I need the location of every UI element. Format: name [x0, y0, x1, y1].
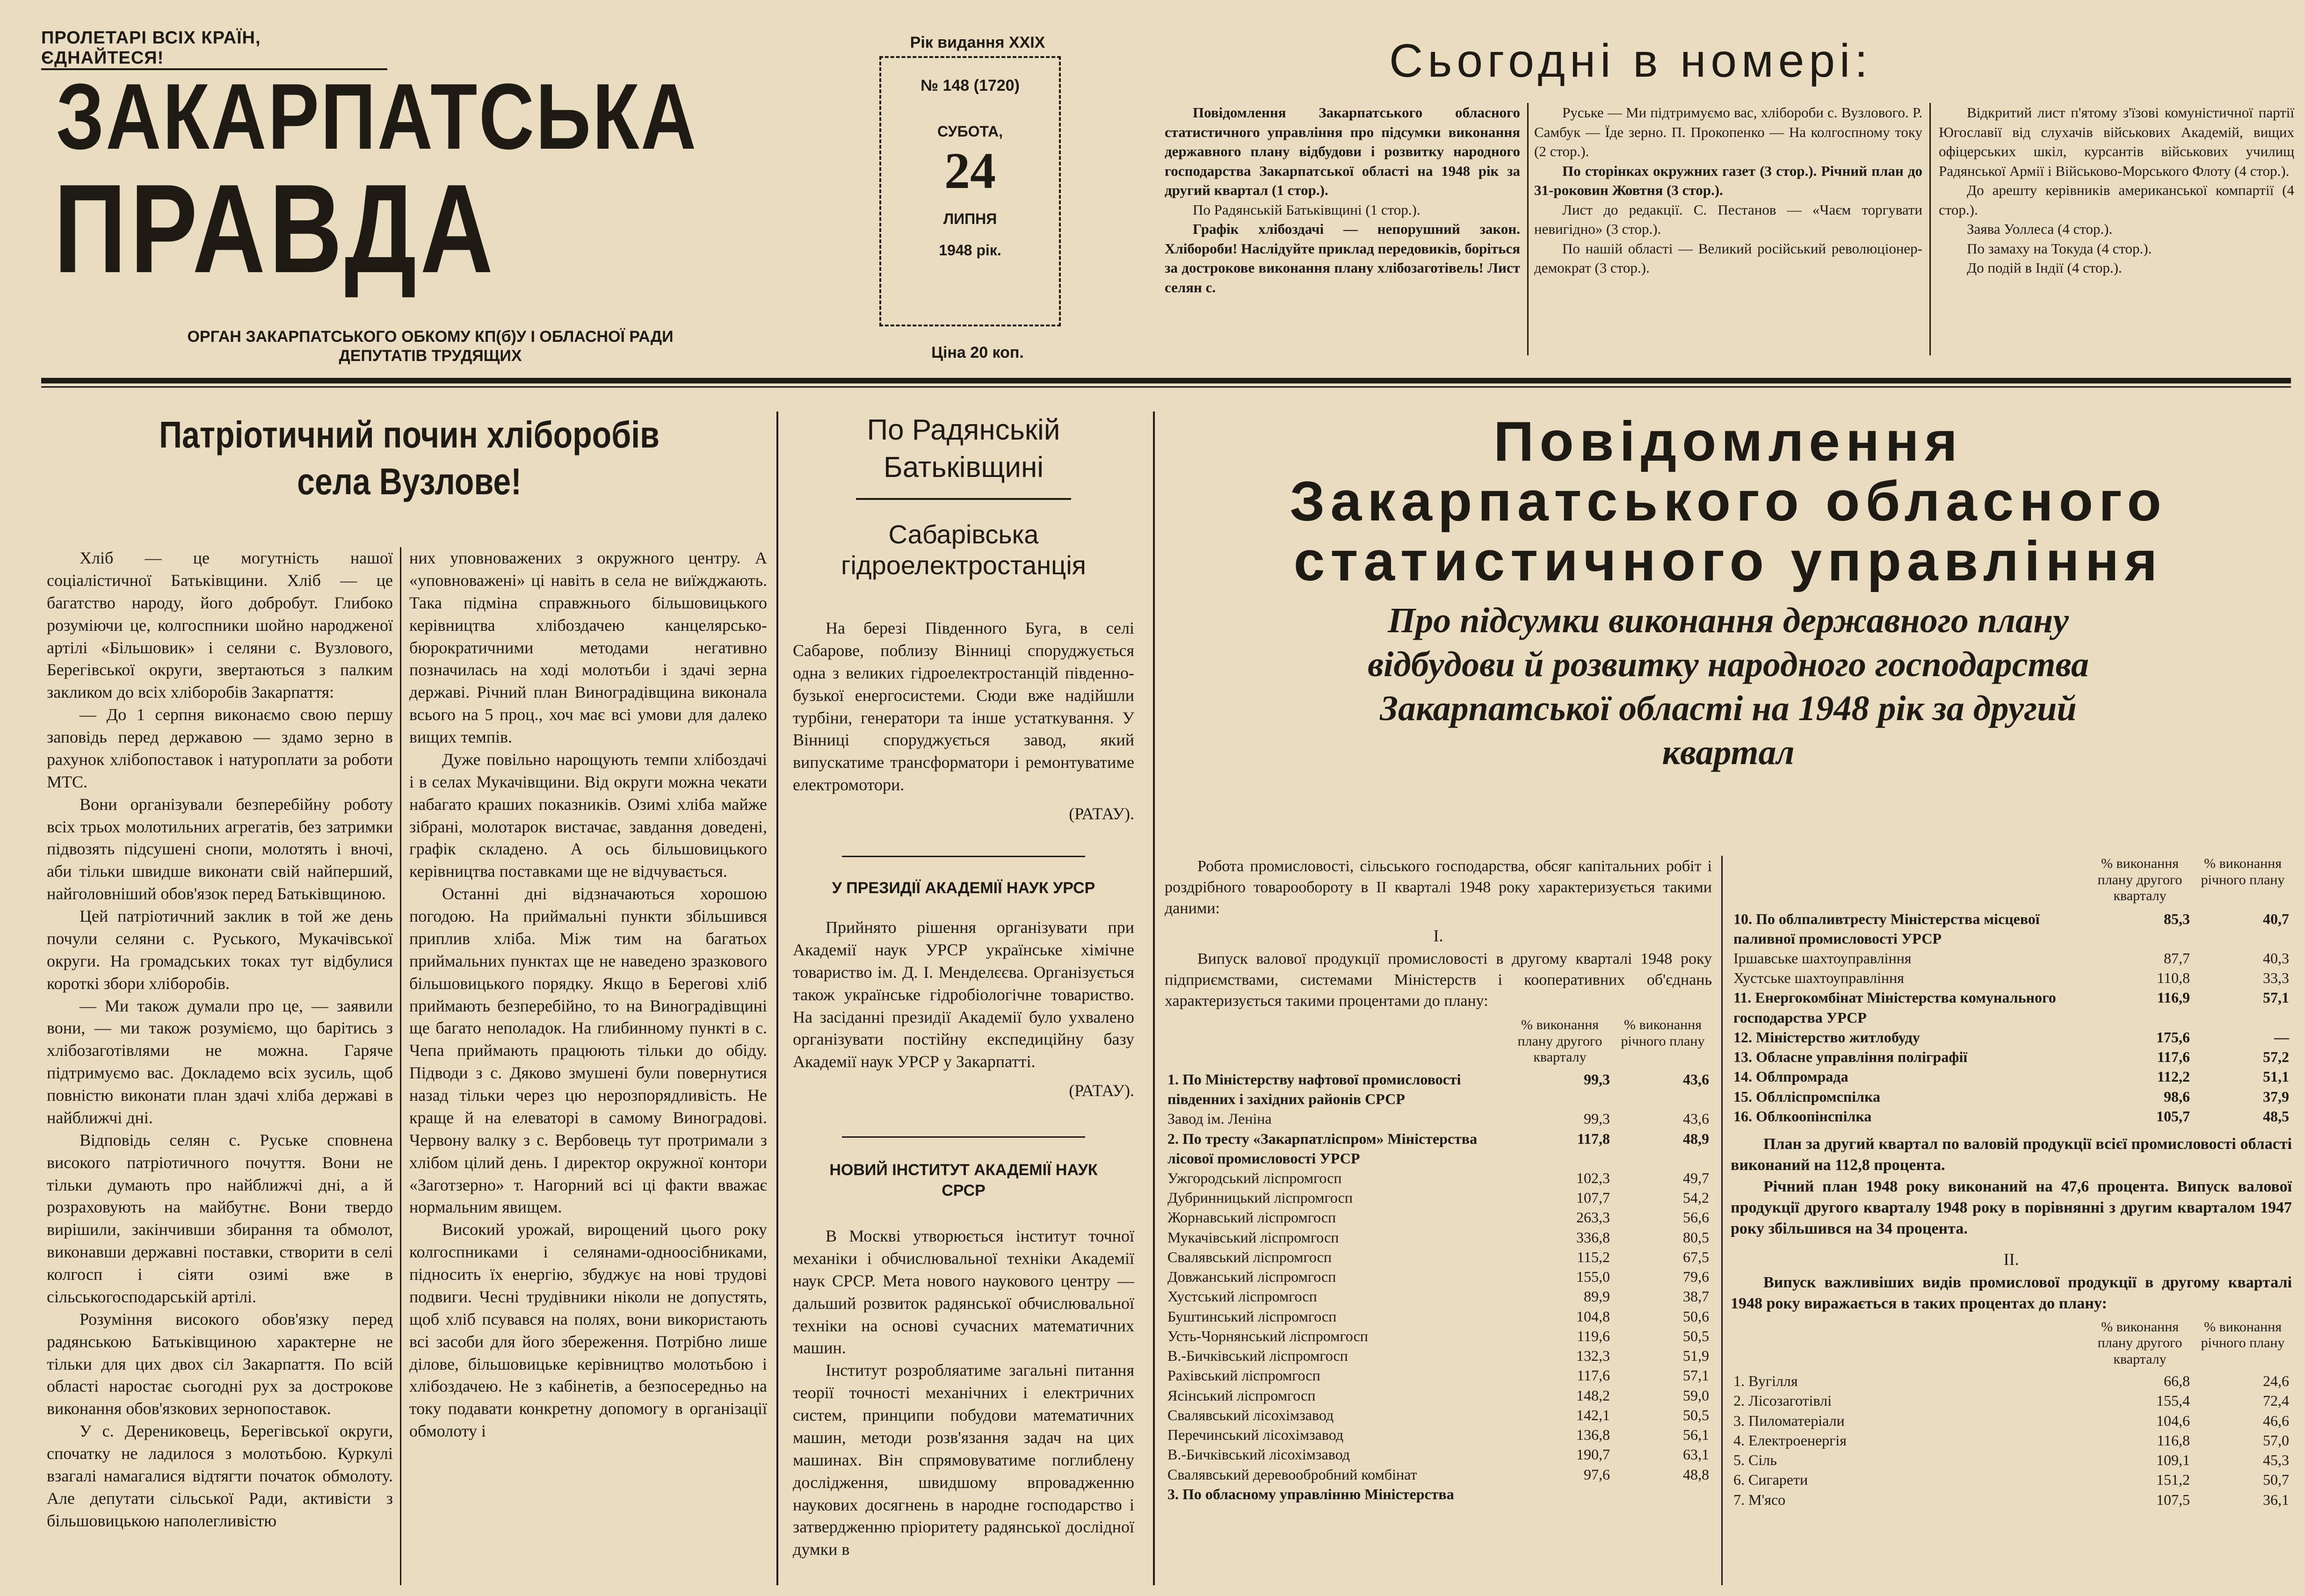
report-headline	[1165, 412, 2292, 591]
article-column-1	[47, 547, 393, 1585]
table-row	[1165, 1247, 1712, 1267]
rubric-title	[790, 412, 1137, 486]
story-paragraph: Прийнято рішення організувати при Академії наук УРСР українське хімічне товариство ім. Д. І. Менделєєва. Організується також українське гідробіологічне товариство. На засіданні президії Академії було ухвалено організувати постійну експедиційну базу Академії наук УРСР у Закарпатті.	[793, 918, 1134, 1071]
table-cell-quarter: 85,3	[2164, 910, 2190, 927]
table-cell-quarter: 132,3	[1576, 1347, 1610, 1365]
article-paragraph: Хліб — це могутність нашої соціалістичної Батьківщини. Хліб — це багатство народу, його добробут. Глибоко розуміючи це, колгоспники шойно народженої артілі «Більшовик» і селяни с. Вузлового, Берегівської округи, звертаються з палким закликом до всіх хліборобів Закарпаття:	[47, 549, 393, 702]
report-section-text	[1731, 1272, 2292, 1314]
table-cell-name: Ужгородський ліспромгосп	[1167, 1169, 1342, 1186]
table-cell-name: Завод ім. Леніна	[1167, 1110, 1272, 1127]
table-row	[1165, 1168, 1712, 1188]
report-intro	[1165, 856, 1712, 919]
report-paragraph: Випуск важливіших видів промислової продукції в другому кварталі 1948 року виражається в таких процентах до плану:	[1731, 1274, 2292, 1313]
contents-item: По сторінках окружних газет (3 стор.). Річний план до 31-роковин Жовтня (3 стор.).	[1534, 162, 1922, 199]
table-cell-year: 40,7	[2263, 910, 2289, 927]
story-paragraph: На березі Південного Буга, в селі Сабарове, поблизу Вінниці споруджується одна з великих гідроелектростанцій південно-бузької енергосистеми. Сюди вже надійшли турбіни, генератори та інше устаткування. У Вінниці споруджується завод, який випускатиме трансформатори і ремонтуватиме електромотори.	[793, 619, 1134, 794]
table-cell-name: 10. По облпаливтресту Міністерства місцевої паливної промисловості УРСР	[1733, 910, 2040, 947]
table-cell-year: 56,6	[1683, 1209, 1709, 1226]
table-cell-year: 46,6	[2263, 1412, 2289, 1429]
masthead-subtitle	[154, 327, 706, 366]
table-cell-quarter: 102,3	[1576, 1169, 1610, 1186]
table-cell-name: 3. По обласному управлінню Міністерства	[1167, 1485, 1454, 1502]
report-column-1	[1165, 856, 1712, 1590]
report-section-number: I.	[1433, 926, 1443, 945]
contents-item: Відкритий лист п'ятому з'їзові комуністичної партії Югославії від слухачів військових Академій, вищих офіцерських шкіл, курсантів військових училищ Радянської Армії і Військово-Морського Флоту (4 стор.).	[1939, 104, 2294, 179]
table-cell-quarter: 109,1	[2156, 1452, 2190, 1469]
masthead-rule	[41, 378, 2291, 383]
table-header-quarter: % виконання плану другого кварталу	[1517, 1017, 1602, 1065]
table-cell-year: 48,9	[1683, 1130, 1709, 1147]
table-cell-quarter: 117,8	[1577, 1130, 1610, 1147]
table-cell-quarter: 87,7	[2164, 949, 2190, 967]
story-paragraph: В Москві утворюється інститут точної механіки і обчислювальної техніки Академії наук СРСР. Мета нового наукового центру — дальший розвиток радянської обчислювальної техніки на основі сучасних математичних машин.	[793, 1227, 1134, 1358]
contents-item: Повідомлення Закарпатського обласного статистичного управління про підсумки виконання державного плану відбудови і розвитку народного господарства Закарпатської області на 1948 рік за другий квартал (1 стор.).	[1165, 104, 1520, 199]
rubric-title-rule	[856, 498, 1071, 500]
table-row	[1731, 1391, 2292, 1410]
table-cell-name: Свалявський лісохімзавод	[1167, 1406, 1334, 1423]
table-row	[1165, 1425, 1712, 1444]
table-row	[1731, 1411, 2292, 1430]
table-cell-quarter: 142,1	[1576, 1406, 1610, 1423]
table-cell-year: 57,1	[1683, 1367, 1709, 1384]
table-row	[1731, 1027, 2292, 1047]
table-cell-name: В.-Бичківський лісохімзавод	[1167, 1446, 1350, 1463]
table-cell-quarter	[1514, 1484, 1613, 1504]
table-cell-quarter: 136,8	[1576, 1426, 1610, 1444]
article-paragraph: Високий урожай, вирощений цього року колгоспниками і селянами-одноосібниками, підносить їх енергію, збуджує на нові трудові подвиги. Чесні трудівники ніколи не допустять, щоб хліб псувався на полях, вони використають всі засоби для його збереження. Потрібно лише ділове, більшовицьке керівництво молотьбою і хлібоздачею. Не з кабінетів, а безпосередньо на току подавати конкретну допомогу в організації обмолоту і	[409, 1220, 767, 1441]
table-cell-quarter: 112,2	[2157, 1068, 2190, 1085]
table-cell-quarter: 99,3	[1584, 1070, 1610, 1088]
table-cell-name: Буштинський ліспромгосп	[1167, 1307, 1337, 1325]
table-cell-year: 37,9	[2263, 1088, 2289, 1105]
report-headline-line3: статистичного управління	[1293, 530, 2163, 592]
table-cell-quarter: 107,5	[2156, 1491, 2190, 1508]
table-cell-quarter: 98,6	[2164, 1088, 2190, 1105]
story-text	[793, 917, 1134, 1113]
section-divider	[776, 412, 778, 1585]
table-cell-quarter: 155,0	[1576, 1268, 1610, 1285]
table-header-quarter: % виконання плану другого кварталу	[2097, 856, 2182, 903]
table-row	[1165, 1326, 1712, 1346]
table-cell-year: 49,7	[1683, 1169, 1709, 1186]
contents-item: По нашій області — Великий російський революціонер-демократ (3 стор.).	[1534, 240, 1922, 276]
report-section-text	[1165, 948, 1712, 1012]
table-row	[1165, 1484, 1712, 1504]
report-subheadline	[1165, 599, 2292, 774]
table-header-year: % виконання річного плану	[2201, 856, 2285, 888]
story-divider	[842, 856, 1085, 857]
table-cell-name: Жорнавський ліспромгосп	[1167, 1209, 1336, 1226]
table-cell-name: 4. Електроенергія	[1733, 1431, 1847, 1449]
table-header-quarter: % виконання плану другого кварталу	[2097, 1319, 2182, 1367]
table-row	[1731, 948, 2292, 968]
article-headline-line2: села Вузлове!	[297, 461, 522, 502]
article-paragraph: них уповноважених з окружного центру. А «уповноважені» ці навіть в села не виїжджають. Така підміна справжнього більшовицького керівництва хлібоздачею канцелярсько-бюрократичними методами негативно позначилась на ході молотьби і здачі зерна державі. Річний план Виноградівщина виконала всього на 5 проц., хоч має всі умови для далеко вищих темпів.	[409, 549, 767, 746]
report-paragraph: План за другий квартал по валовій продукції всієї промисловості області виконаний на 112,8 процента.	[1731, 1135, 2292, 1174]
table-row	[1731, 1371, 2292, 1391]
table-header-year: % виконання річного плану	[1621, 1017, 1705, 1049]
table-cell-year: 56,1	[1683, 1426, 1709, 1444]
table-row	[1165, 1228, 1712, 1247]
contents-item: По Радянській Батьківщині (1 стор.).	[1193, 201, 1421, 218]
issue-year: Рік видання XXIX	[910, 34, 1045, 51]
story-title-line2: СРСР	[942, 1182, 986, 1200]
table-cell-year: 38,7	[1683, 1288, 1709, 1305]
table-cell-name: Мукачівський ліспромгосп	[1167, 1228, 1339, 1246]
table-row	[1731, 1067, 2292, 1086]
table-row	[1731, 909, 2292, 948]
table-cell-name: Ясінський ліспромгосп	[1167, 1387, 1316, 1404]
table-cell-year: 72,4	[2263, 1392, 2289, 1409]
table-cell-quarter: 89,9	[1584, 1288, 1610, 1305]
table-row	[1731, 1430, 2292, 1450]
table-cell-quarter: 105,7	[2156, 1107, 2190, 1125]
table-row	[1165, 1307, 1712, 1326]
table-cell-name: 12. Міністерство житлобуду	[1733, 1028, 1920, 1046]
table-cell-quarter: 104,8	[1576, 1307, 1610, 1325]
table-row	[1165, 1346, 1712, 1365]
table-cell-year: 59,0	[1683, 1387, 1709, 1404]
table-cell-name: 5. Сіль	[1733, 1452, 1777, 1469]
table-header-year: % виконання річного плану	[2201, 1319, 2285, 1351]
output-table-continued	[1731, 909, 2292, 1127]
story-paragraph: Інститут розробляатиме загальні питання теорії точності механічних і електричних систем, принципи побудови математичних машин, методи розв'язання задач на цих машинах. Він спрямовуватиме поглиблену дослідження, швидшому впровадженню наукових досягнень в народне господарство і затвердженню пріоритету радянської дослідної думки в	[793, 1361, 1134, 1559]
table-cell-name: Рахівський ліспромгосп	[1167, 1367, 1320, 1384]
products-table	[1731, 1371, 2292, 1509]
table-cell-quarter: 148,2	[1576, 1387, 1610, 1404]
table-cell-year: 50,6	[1683, 1307, 1709, 1325]
masthead-subtitle-line2: ДЕПУТАТІВ ТРУДЯЩИХ	[339, 347, 522, 365]
story-title-line1: Сабарівська	[888, 520, 1039, 549]
contents-item: По замаху на Токуда (4 стор.).	[1967, 240, 2152, 257]
weekday: СУБОТА,	[937, 123, 1003, 140]
masthead-subtitle-line1: ОРГАН ЗАКАРПАТСЬКОГО ОБКОМУ КП(б)У І ОБЛАСНОЇ РАДИ	[187, 328, 674, 346]
table-cell-name: 15. Облліспромспілка	[1733, 1088, 1880, 1105]
table-cell-quarter: 107,7	[1576, 1189, 1610, 1206]
table-row	[1731, 1450, 2292, 1470]
table-cell-quarter: 116,8	[2157, 1431, 2190, 1449]
date-year: 1948 рік.	[939, 242, 1001, 259]
table-cell-name: 11. Енергокомбінат Міністерства комунального господарства УРСР	[1733, 989, 2056, 1026]
report-paragraph: Випуск валової продукції промисловості в другому кварталі 1948 року підприємствами, системами Міністерств і кооперативних об'єднань характеризується такими процентами до плану:	[1165, 950, 1712, 1010]
report-paragraph: Річний план 1948 року виконаний на 47,6 процента. Випуск валової продукції другого кварталу 1948 року в порівнянні з другим кварталом 1947 року збільшився на 34 процента.	[1731, 1177, 2292, 1237]
contents-item: До подій в Індії (4 стор.).	[1967, 260, 2122, 276]
masthead-rule-thin	[41, 386, 2291, 388]
table-row	[1165, 1069, 1712, 1109]
contents-item: Руське — Ми підтримуємо вас, хлібороби с. Вузлового. Р. Самбук — Їде зерно. П. Прокопенко — На колгоспному току (2 стор.).	[1534, 104, 1922, 160]
table-cell-quarter: 115,2	[1577, 1248, 1610, 1265]
table-cell-name: Іршавське шахтоуправління	[1733, 949, 1912, 967]
table-cell-quarter: 190,7	[1576, 1446, 1610, 1463]
contents-heading: Сьогодні в номері:	[1389, 35, 1872, 87]
masthead-title-line1: ЗАКАРПАТСЬКА	[56, 65, 698, 169]
article-paragraph: Вони організували безперебійну роботу всіх трьох молотильних агрегатів, без затримки підвозять підсушені снопи, молотять і вночі, аби тільки швидше виконати свій найперший, найголовніший обов'язок перед Батьківщиною.	[47, 794, 393, 903]
report-subheadline-line2: відбудови й розвитку народного господарства	[1368, 645, 2089, 684]
table-cell-year: 48,5	[2263, 1107, 2289, 1125]
table-row	[1165, 1207, 1712, 1227]
table-row	[1165, 1267, 1712, 1286]
table-cell-quarter: 110,8	[2157, 969, 2190, 987]
article-paragraph: Розуміння високого обов'язку перед радянською Батьківщиною характерне не тільки для цих двох сіл Закарпаття. По всій області наростає сьогодні рух за дострокове виконання обов'язкових зернопоставок.	[47, 1309, 393, 1418]
contents-column-1	[1165, 103, 1520, 360]
contents-column-3	[1939, 103, 2294, 360]
report-section-number: II.	[2003, 1250, 2019, 1269]
table-row	[1165, 1444, 1712, 1464]
table-row	[1165, 1286, 1712, 1306]
story-divider	[842, 1136, 1085, 1138]
story-text	[793, 617, 1134, 823]
table-row	[1731, 1490, 2292, 1509]
article-column-2	[409, 547, 767, 1585]
article-headline-line1: Патріотичний почин хліборобів	[159, 414, 660, 455]
table-cell-quarter: 99,3	[1584, 1110, 1610, 1127]
report-summary	[1731, 1134, 2292, 1239]
table-row	[1165, 1188, 1712, 1207]
table-cell-quarter: 151,2	[2156, 1471, 2190, 1488]
report-paragraph: Робота промисловості, сільського господарства, обсяг капітальних робіт і роздрібного товарообороту в II кварталі 1948 року характеризується такими даними:	[1165, 858, 1712, 917]
table-cell-year: 36,1	[2263, 1491, 2289, 1508]
article-paragraph: Відповідь селян с. Руське сповнена високого патріотичного почуття. Вони не тільки думають про найближчі дні, а й розраховують на майбутнє. Вони твердо вирішили, закінчивши збирання та обмолот, виконавши державні поставки, створити в селі колгосп і сіяти озимі вже в сільськогосподарській артілі.	[47, 1130, 393, 1306]
contents-item: Заява Уоллеса (4 стор.).	[1967, 221, 2113, 238]
story-text	[793, 1225, 1134, 1585]
column-divider	[1721, 856, 1723, 1585]
article-paragraph: Цей патріотичний заклик в той же день почули селяни с. Руського, Мукачівської округи. На громадських токах тут відбулися короткі збори хліборобів.	[47, 907, 393, 993]
report-column-2	[1731, 856, 2292, 1590]
table-cell-name: 14. Облпромрада	[1733, 1068, 1848, 1085]
story-title-line2: гідроелектростанція	[841, 550, 1086, 580]
contents-item: До арешту керівників американської компартії (4 стор.).	[1939, 182, 2294, 218]
output-table	[1165, 1069, 1712, 1504]
issue-price: Ціна 20 коп.	[931, 344, 1024, 361]
table-cell-quarter: 117,6	[1577, 1367, 1610, 1384]
issue-number: № 148 (1720)	[921, 77, 1020, 94]
table-cell-quarter: 175,6	[2156, 1028, 2190, 1046]
table-cell-year: 33,3	[2263, 969, 2289, 987]
table-cell-name: 13. Обласне управління поліграфії	[1733, 1048, 1968, 1066]
table-row	[1731, 1106, 2292, 1126]
table-cell-year: 67,5	[1683, 1248, 1709, 1265]
article-headline	[101, 412, 718, 505]
table-cell-year: 54,2	[1683, 1189, 1709, 1206]
report-subheadline-line1: Про підсумки виконання державного плану	[1388, 601, 2069, 640]
contents-divider	[1929, 103, 1931, 355]
masthead-slogan: ПРОЛЕТАРІ ВСІХ КРАЇН, ЄДНАЙТЕСЯ!	[41, 28, 387, 70]
article-paragraph: Останні дні відзначаються хорошою погодою. На приймальні пункти збільшився приплив хліба. Між тим на багатьох приймальних пунктах ще не наведено зразкового більшовицького порядку. Якщо в Берегові хліб приймають безперебійно, то на Виноградівщині ще багато неполадок. На глибинному пункті в с. Чепа приймають працюють тільки до обіду. Підводи з с. Дяково змушені були повернутися назад тільки через цю нерозпорядливість. Не краще й на елеваторі в самому Виноградові. Червону валку з с. Вербовець тут протримали з хлібом цілий день. І директор окружної контори «Заготзерно» т. Нагорний всі ці факти вважає нормальним явищем.	[409, 884, 767, 1217]
table-cell-year: 79,6	[1683, 1268, 1709, 1285]
table-cell-quarter: 104,6	[2156, 1412, 2190, 1429]
table-row	[1165, 1129, 1712, 1168]
masthead-title-line2: ПРАВДА	[54, 159, 497, 299]
report-headline-line1: Повідомлення	[1493, 410, 1963, 473]
table-cell-quarter: 66,8	[2164, 1372, 2190, 1390]
table-cell-year: 50,5	[1683, 1327, 1709, 1344]
report-headline-line2: Закарпатського обласного	[1290, 470, 2167, 533]
report-subheadline-line3: Закарпатської області на 1948 рік за другий	[1380, 689, 2077, 728]
table-cell-year: 51,1	[2263, 1068, 2289, 1085]
rubric-title-line1: По Радянській	[867, 414, 1060, 446]
table-cell-name: 2. Лісозаготівлі	[1733, 1392, 1832, 1409]
table-cell-year: 50,5	[1683, 1406, 1709, 1423]
table-cell-name: Хустський ліспромгосп	[1167, 1288, 1317, 1305]
date-box	[879, 56, 1061, 326]
table-row	[1165, 1405, 1712, 1425]
table-cell-name: 2. По тресту «Закарпатліспром» Міністерства лісової промисловості УРСР	[1167, 1130, 1478, 1167]
table-cell-quarter: 263,3	[1576, 1209, 1610, 1226]
table-cell-quarter: 336,8	[1576, 1228, 1610, 1246]
table-cell-name: Дубринницький ліспромгосп	[1167, 1189, 1353, 1206]
table-cell-year: 43,6	[1683, 1070, 1709, 1088]
article-paragraph: У с. Дерениковець, Берегівської округи, спочатку не ладилося з молотьбою. Куркулі взагалі намагалися відтягти початок обмолоту. Але депутати сільської Ради, активісти з більшовицькою наполегливістю	[47, 1422, 393, 1530]
story-title: У ПРЕЗИДІЇ АКАДЕМІЇ НАУК УРСР	[832, 879, 1095, 897]
table-cell-year: 40,3	[2263, 949, 2289, 967]
table-row	[1165, 1386, 1712, 1405]
table-row	[1731, 1470, 2292, 1489]
table-cell-name: Свалявський деревообробний комбінат	[1167, 1466, 1417, 1483]
contents-divider	[1527, 103, 1529, 355]
article-paragraph: — До 1 серпня виконаємо свою першу заповідь перед державою — здамо зерно в рахунок хлібопоставок і натуроплати за роботи МТС.	[47, 705, 393, 791]
day: 24	[944, 142, 996, 199]
contents-column-2	[1534, 103, 1922, 360]
table-cell-name: В.-Бичківський ліспромгосп	[1167, 1347, 1348, 1365]
table-cell-quarter: 119,6	[1577, 1327, 1610, 1344]
story-title-line1: НОВИЙ ІНСТИТУТ АКАДЕМІЇ НАУК	[829, 1161, 1098, 1179]
table-cell-name: 1. По Міністерству нафтової промисловості південних і західних районів СРСР	[1167, 1070, 1461, 1108]
table-cell-year: 43,6	[1683, 1110, 1709, 1127]
contents-item: Лист до редакції. С. Пестанов — «Чаєм торгувати невигідно» (3 стор.).	[1534, 201, 1922, 238]
rubric-title-line2: Батьківщині	[884, 451, 1044, 484]
table-cell-name: 7. М'ясо	[1733, 1491, 1786, 1508]
month: ЛИПНЯ	[943, 210, 997, 227]
table-row	[1165, 1365, 1712, 1385]
table-cell-year: 63,1	[1683, 1446, 1709, 1463]
table-cell-name: Хустське шахтоуправління	[1733, 969, 1904, 987]
table-cell-year: 24,6	[2263, 1372, 2289, 1390]
table-cell-quarter: 155,4	[2156, 1392, 2190, 1409]
column-divider	[400, 547, 401, 1585]
table-cell-name: 16. Облкоопінспілка	[1733, 1107, 1872, 1125]
table-row	[1731, 968, 2292, 988]
table-cell-name: 3. Пиломатеріали	[1733, 1412, 1845, 1429]
table-cell-year: —	[2274, 1028, 2289, 1046]
table-cell-name: Свалявський ліспромгосп	[1167, 1248, 1332, 1265]
table-cell-name: Усть-Чорнянський ліспромгосп	[1167, 1327, 1368, 1344]
table-row	[1731, 988, 2292, 1027]
table-cell-year: 57,0	[2263, 1431, 2289, 1449]
article-paragraph: Дуже повільно нарощують темпи хлібоздачі і в селах Мукачівщини. Від округи можна чекати набагато краших показників. Озимі хліба майже зібрані, молотарок вистачає, завдання доведені, графік складено. А ось більшовицького керівництва поставками ще не відчувається.	[409, 750, 767, 881]
section-divider	[1153, 412, 1155, 1585]
table-cell-name: Довжанський ліспромгосп	[1167, 1268, 1336, 1285]
article-paragraph: — Ми також думали про це, — заявили вони, — ми також розуміємо, що барітись з хлібозаготівлями не можна. Гаряче підтримуємо вас. Докладемо всіх зусиль, щоб повністю виконати план здачі хліба державі в найближчі дні.	[47, 996, 393, 1127]
table-cell-quarter: 97,6	[1584, 1466, 1610, 1483]
table-cell-year: 50,7	[2263, 1471, 2289, 1488]
table-row	[1731, 1047, 2292, 1067]
story-source: (РАТАУ).	[1069, 1081, 1134, 1100]
report-subheadline-line4: квартал	[1662, 733, 1795, 772]
table-cell-year: 51,9	[1683, 1347, 1709, 1365]
contents-item: Графік хлібоздачі — непорушний закон. Хлібороби! Наслідуйте приклад передовиків, боріться за дострокове виконання плану хлібозаготівель! Лист селян с.	[1165, 221, 1520, 296]
table-cell-name: 6. Сигарети	[1733, 1471, 1808, 1488]
story-title	[790, 519, 1137, 581]
table-cell-year: 48,8	[1683, 1466, 1709, 1483]
table-cell-quarter: 117,6	[2157, 1048, 2190, 1066]
table-cell-year	[1613, 1484, 1712, 1504]
story-title	[790, 1160, 1137, 1201]
table-row	[1165, 1109, 1712, 1128]
story-source: (РАТАУ).	[1069, 804, 1134, 823]
table-cell-quarter: 116,9	[2157, 989, 2190, 1006]
table-row	[1165, 1465, 1712, 1484]
table-cell-name: 1. Вугілля	[1733, 1372, 1798, 1390]
table-cell-year: 57,1	[2263, 989, 2289, 1006]
table-cell-name: Перечинський лісохімзавод	[1167, 1426, 1344, 1444]
table-cell-year: 45,3	[2263, 1452, 2289, 1469]
table-row	[1731, 1087, 2292, 1106]
table-cell-year: 80,5	[1683, 1228, 1709, 1246]
table-cell-year: 57,2	[2263, 1048, 2289, 1066]
